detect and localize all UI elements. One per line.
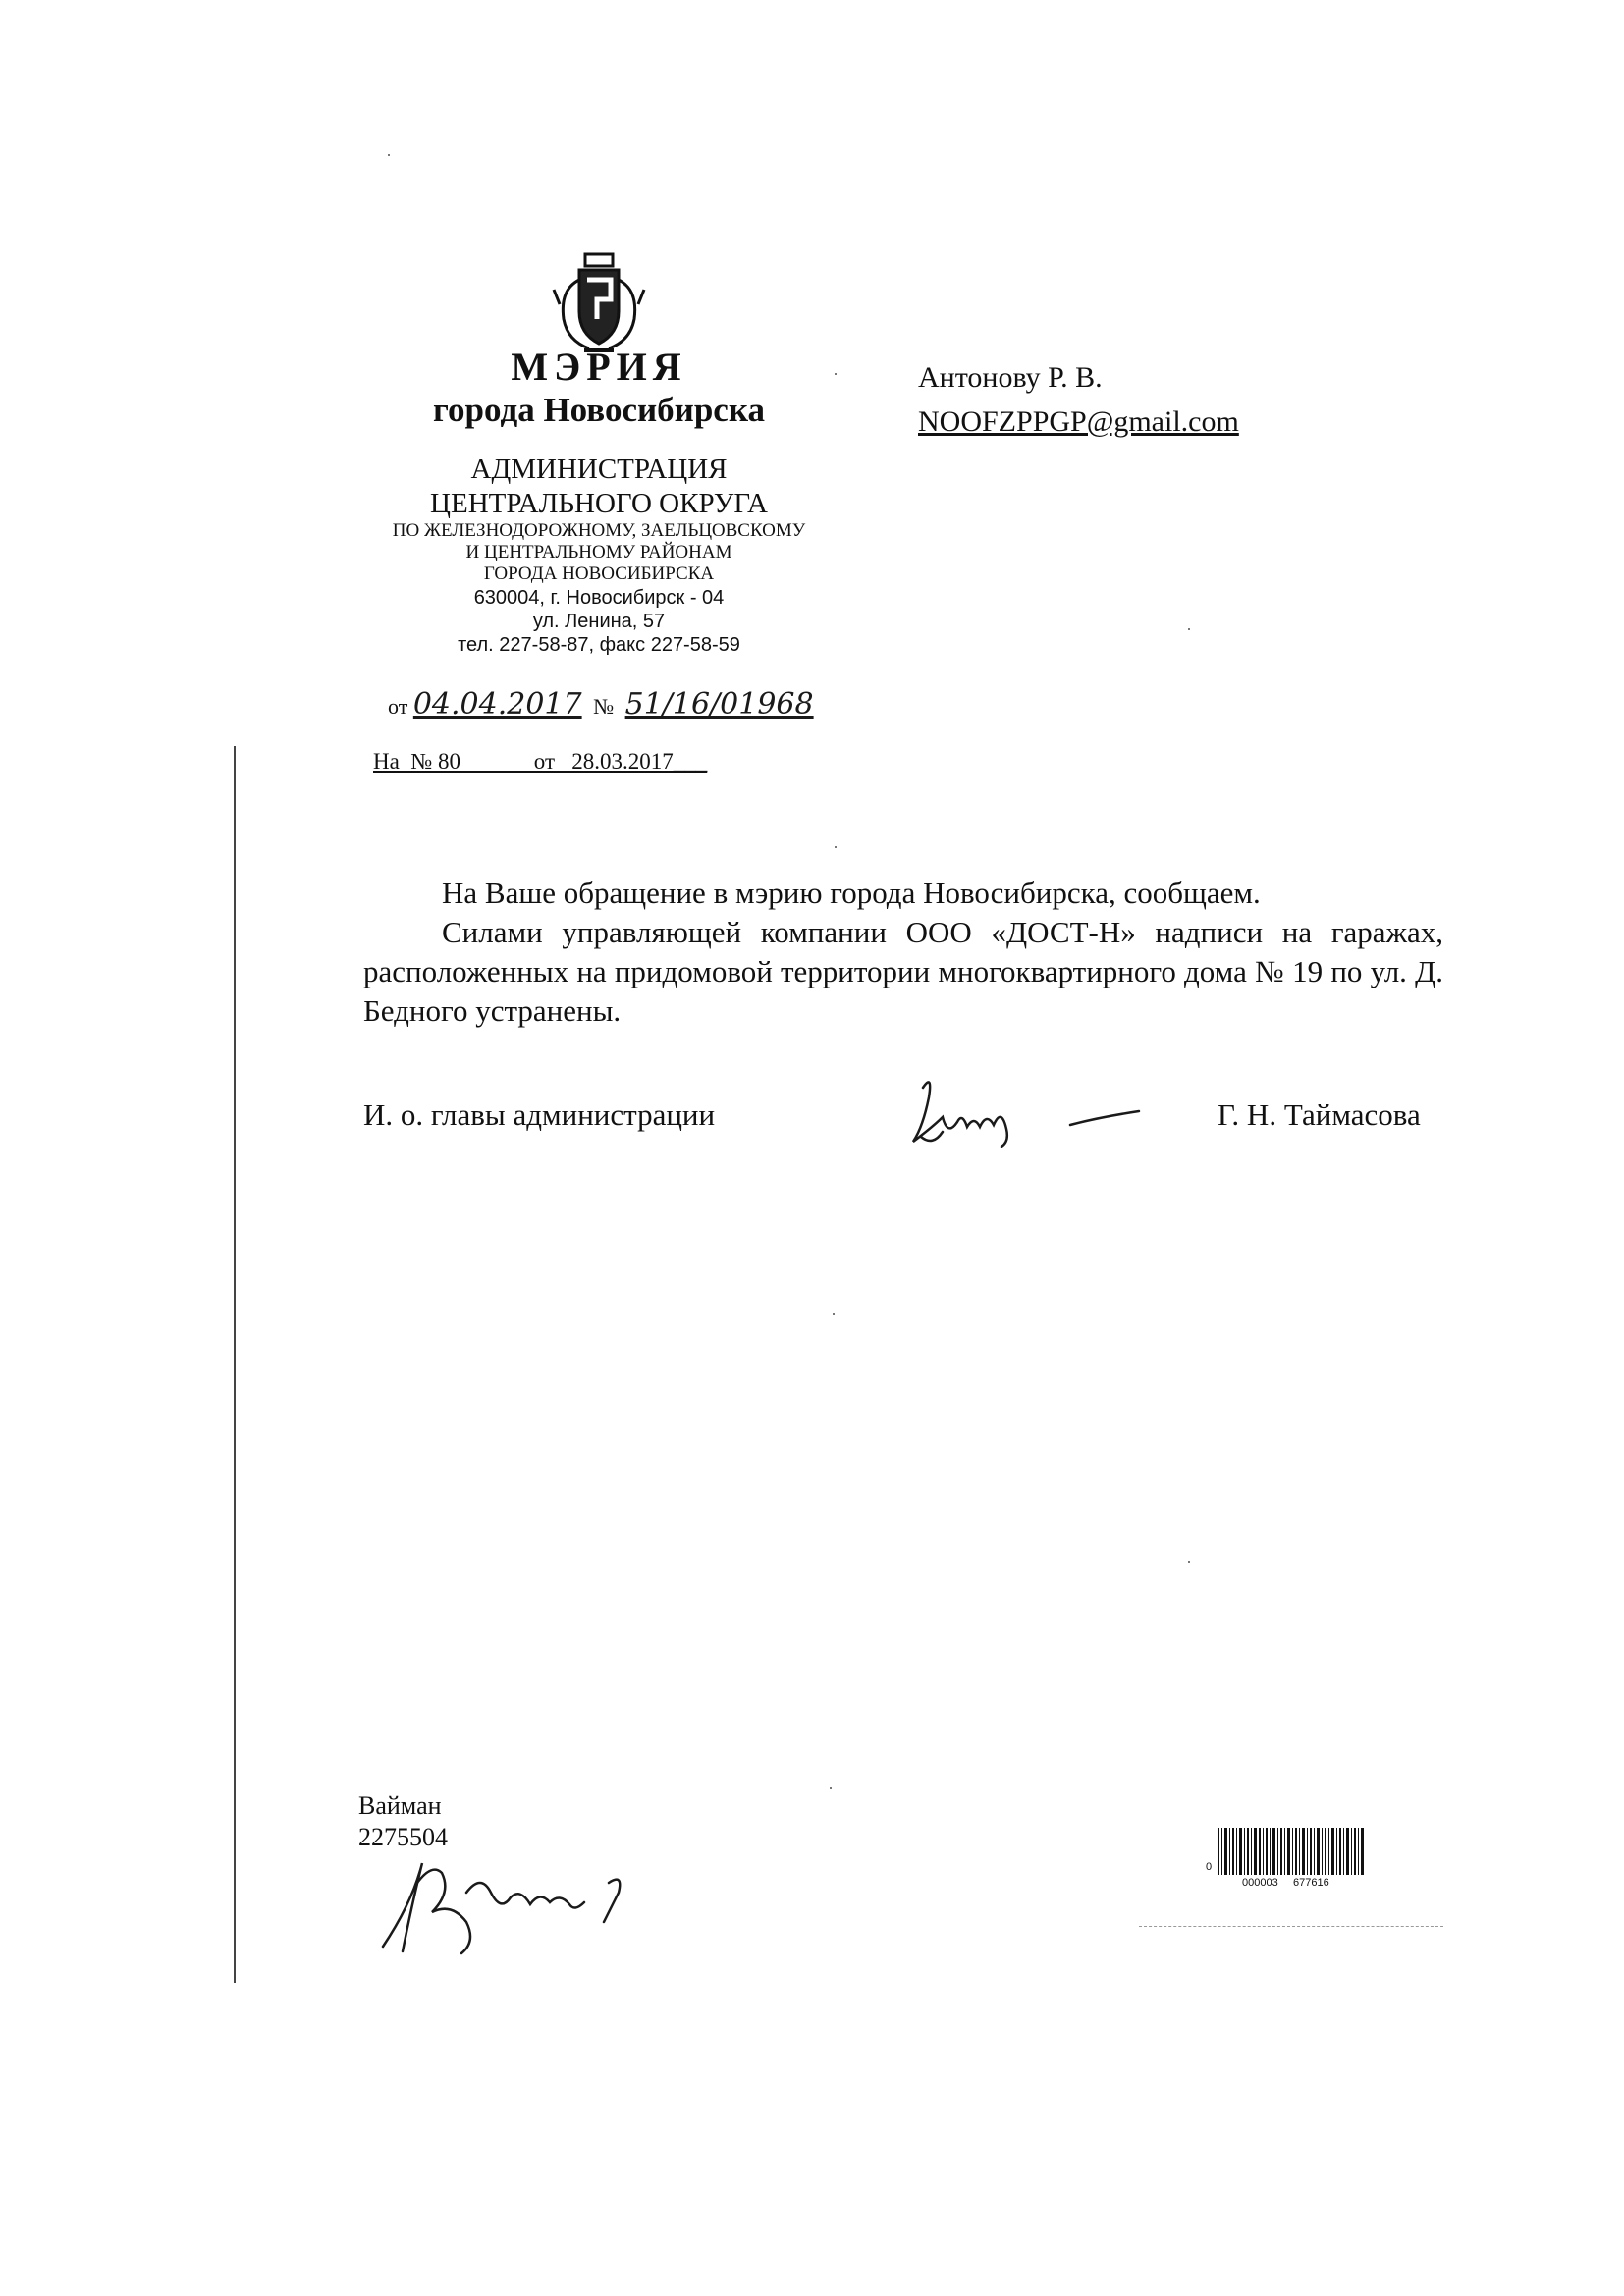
recipient-name: Антонову Р. В. xyxy=(918,361,1103,394)
dashed-line xyxy=(1139,1926,1443,1927)
letterhead-administration: АДМИНИСТРАЦИЯ xyxy=(470,454,728,485)
signatory-name: Г. Н. Таймасова xyxy=(1218,1097,1421,1132)
letterhead-address-postal: 630004, г. Новосибирск - 04 xyxy=(473,587,725,609)
letterhead-districts-line1: ПО ЖЕЛЕЗНОДОРОЖНОМУ, ЗАЕЛЬЦОВСКОМУ xyxy=(392,520,806,541)
scan-speck xyxy=(1188,1561,1190,1563)
barcode-digits: 000003 677616 xyxy=(1242,1877,1329,1889)
letter-body xyxy=(363,874,1443,1031)
margin-line xyxy=(234,746,236,1983)
recipient-email[interactable]: NOOFZPPGP@gmail.com xyxy=(918,405,1239,438)
letterhead-address-street: ул. Ленина, 57 xyxy=(532,611,666,632)
scan-speck xyxy=(835,373,837,375)
executor-signature xyxy=(373,1843,648,1961)
scan-speck xyxy=(835,846,837,848)
barcode-left-digit: 0 xyxy=(1206,1861,1213,1873)
registration-number: 51/16/01968 xyxy=(624,687,814,721)
scan-speck xyxy=(833,1313,835,1315)
letterhead-mayoralty: МЭРИЯ xyxy=(511,345,687,389)
registration-number-label: № xyxy=(593,694,615,719)
body-paragraph-1: На Ваше обращение в мэрию города Новосибирска, сообщаем. xyxy=(442,876,1261,910)
coat-of-arms-emblem xyxy=(550,250,648,358)
body-paragraph-2: Силами управляющей компании ООО «ДОСТ-Н» надписи на гаражах, расположенных на придомовой территории многоквартирного дома № 19 по ул. Д. Бедного устранены. xyxy=(363,915,1443,1028)
letterhead-district: ЦЕНТРАЛЬНОГО ОКРУГА xyxy=(430,488,768,519)
letterhead-districts-line3: ГОРОДА НОВОСИБИРСКА xyxy=(483,563,715,584)
registration-date: 04.04.2017 xyxy=(412,687,582,721)
handwritten-signature xyxy=(903,1068,1168,1156)
scan-speck xyxy=(1188,628,1190,630)
registration-line xyxy=(388,687,814,721)
letterhead-phone-fax: тел. 227-58-87, факс 227-58-59 xyxy=(458,634,740,656)
reference-line: На № 80 от 28.03.2017___ xyxy=(373,749,708,774)
registration-from-label: от xyxy=(388,694,408,719)
letterhead-districts-line2: И ЦЕНТРАЛЬНОМУ РАЙОНАМ xyxy=(465,542,732,562)
letterhead-city: города Новосибирска xyxy=(433,391,765,429)
scan-speck xyxy=(830,1787,832,1789)
scan-speck xyxy=(388,154,390,156)
executor-phone: 2275504 xyxy=(358,1823,448,1851)
executor-name: Вайман xyxy=(358,1791,442,1820)
signatory-title: И. о. главы администрации xyxy=(363,1097,716,1132)
